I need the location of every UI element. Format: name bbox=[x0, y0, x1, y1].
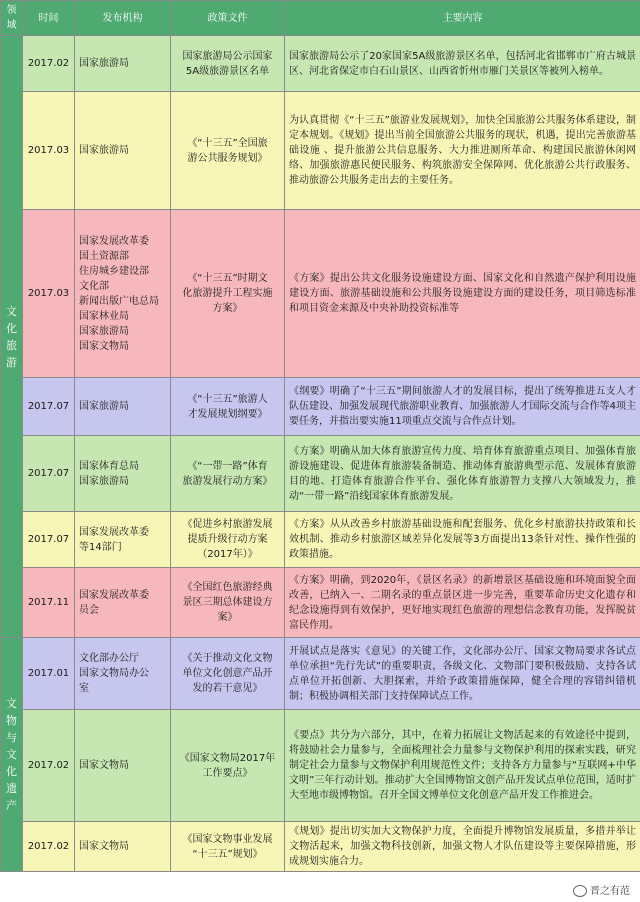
org-cell: 国家体育总局 国家旅游局 bbox=[75, 436, 171, 512]
header-org: 发布机构 bbox=[75, 1, 171, 36]
header-policy: 政策文件 bbox=[171, 1, 285, 36]
policy-cell: 《“十三五”全国旅 游公共服务规划》 bbox=[171, 92, 285, 210]
content-cell: 《要点》共分为六部分，其中，在着力拓展让文物活起来的有效途径中提到，将鼓励社会力量参与，全面梳理社会力量参与文物保护利用的探索实践，研究制定社会力量参与文物保护利用规范性文件；支持各方力量参与“互联网+中华文明”三年行动计划。推动扩大全国博物馆文创产品开发试点单位范围，适时扩大至地市级博物馆。召开全国文博单位文化创意产品开发工作推进会。 bbox=[285, 710, 640, 822]
time-cell: 2017.07 bbox=[23, 436, 75, 512]
time-cell: 2017.07 bbox=[23, 512, 75, 568]
table-row bbox=[1, 512, 640, 568]
org-cell: 国家发展改革委 等14部门 bbox=[75, 512, 171, 568]
domain-label-tourism: 文化旅游 bbox=[6, 304, 17, 369]
time-cell: 2017.01 bbox=[23, 638, 75, 710]
time-cell: 2017.03 bbox=[23, 210, 75, 378]
content-cell: 为认真贯彻《“十三五”旅游业发展规划》，加快全国旅游公共服务体系建设，制定本规划。《规划》提出当前全国旅游公共服务的现状，机遇，提出完善旅游基础设施 、提升旅游公共信息服务、大力推进厕所革命、构建国民旅游休闲网络、加强旅游惠民便民服务、构筑旅游安全保障网、优化旅游公共行政服务、推动旅游公共服务走出去的主要任务。 bbox=[285, 92, 640, 210]
table-row bbox=[1, 822, 640, 872]
content-cell: 《规划》提出切实加大文物保护力度，全面提升博物馆发展质量，多措并举让文物活起来，加强文物科技创新，加强文物人才队伍建设等主要保障措施，形成规划实施合力。 bbox=[285, 822, 640, 872]
wechat-icon bbox=[573, 885, 587, 897]
content-cell: 《方案》明确，到2020年，《景区名录》的新增景区基础设施和环境面貌全面改善，已纳入一、二期名录的重点景区进一步完善，重要革命历史文化遗存和纪念设施得到有效保护，更好地实现红色旅游的理想信念教育功能，发挥脱贫富民作用。 bbox=[285, 568, 640, 638]
table-row bbox=[1, 36, 640, 92]
watermark-text: 晋之有范 bbox=[590, 886, 630, 897]
table-row bbox=[1, 92, 640, 210]
content-cell: 《纲要》明确了“十三五”期间旅游人才的发展目标，提出了统筹推进五支人才队伍建设、加强发展现代旅游职业教育、加强旅游人才国际交流与合作等4项主要任务，并指出要实施11项重点交流与合作点计划。 bbox=[285, 378, 640, 436]
policy-cell: 《“一带一路”体育 旅游发展行动方案》 bbox=[171, 436, 285, 512]
time-cell: 2017.07 bbox=[23, 378, 75, 436]
content-cell: 《方案》明确从加大体育旅游宣传力度、培育体育旅游重点项目、加强体育旅游设施建设、促进体育旅游装备制造、推动体育旅游典型示范、发展体育旅游目的地、打造体育旅游合作平台、强化体育旅游智力支撑八大领域发力，推动“一带一路”沿线国家体育旅游发展。 bbox=[285, 436, 640, 512]
content-cell: 《方案》从从改善乡村旅游基础设施和配套服务、优化乡村旅游扶持政策和长效机制、推动乡村旅游区域差异化发展等3方面提出13条针对性、操作性强的政策措施。 bbox=[285, 512, 640, 568]
header-domain: 领域 bbox=[1, 1, 23, 36]
org-cell: 国家文物局 bbox=[75, 822, 171, 872]
org-cell: 文化部办公厅 国家文物局办公 室 bbox=[75, 638, 171, 710]
content-cell: 《方案》提出公共文化服务设施建设方面、国家文化和自然遗产保护利用设施建设方面、旅游基础设施和公共服务设施建设方面的建设任务，项目筛选标准和项目资金来源及中央补助投资标准等 bbox=[285, 210, 640, 378]
policy-cell: 《促进乡村旅游发展 提质升级行动方案 （2017年）》 bbox=[171, 512, 285, 568]
table-row bbox=[1, 568, 640, 638]
policy-cell: 《关于推动文化文物 单位文化创意产品开 发的若干意见》 bbox=[171, 638, 285, 710]
policy-cell: 《国家文物局2017年 工作要点》 bbox=[171, 710, 285, 822]
time-cell: 2017.02 bbox=[23, 710, 75, 822]
content-cell: 开展试点是落实《意见》的关键工作，文化部办公厅、国家文物局要求各试点单位承担“先行先试”的重要职责，各级文化、文物部门要积极鼓励、支持各试点单位开拓创新、大胆探索，并给予政策措施保障，健全合理的容错纠错机制；积极协调相关部门支持保障试点工作。 bbox=[285, 638, 640, 710]
domain-cell-heritage bbox=[1, 638, 23, 872]
org-cell: 国家文物局 bbox=[75, 710, 171, 822]
table-row bbox=[1, 638, 640, 710]
time-cell: 2017.02 bbox=[23, 36, 75, 92]
table-row bbox=[1, 436, 640, 512]
policy-cell: 《国家文物事业发展 “十三五”规划》 bbox=[171, 822, 285, 872]
org-cell: 国家旅游局 bbox=[75, 92, 171, 210]
time-cell: 2017.11 bbox=[23, 568, 75, 638]
table-row bbox=[1, 378, 640, 436]
header-time: 时间 bbox=[23, 1, 75, 36]
table-row bbox=[1, 210, 640, 378]
domain-label-heritage: 文物与文化遗产 bbox=[6, 697, 17, 812]
content-cell: 国家旅游局公示了20家国家5A级旅游景区名单，包括河北省邯郸市广府古城景区、河北省保定市白石山景区、山西省忻州市雁门关景区等被列入榜单。 bbox=[285, 36, 640, 92]
time-cell: 2017.02 bbox=[23, 822, 75, 872]
policy-cell: 《“十三五”时期文 化旅游提升工程实施 方案》 bbox=[171, 210, 285, 378]
org-cell: 国家发展改革委 员会 bbox=[75, 568, 171, 638]
org-cell: 国家发展改革委 国土资源部 住房城乡建设部 文化部 新闻出版广电总局 国家林业局 国家旅游局 国家文物局 bbox=[75, 210, 171, 378]
time-cell: 2017.03 bbox=[23, 92, 75, 210]
policy-cell: 《“十三五”旅游人 才发展规划纲要》 bbox=[171, 378, 285, 436]
header-row bbox=[1, 1, 640, 36]
policy-cell: 国家旅游局公示国家 5A级旅游景区名单 bbox=[171, 36, 285, 92]
table-row bbox=[1, 710, 640, 822]
org-cell: 国家旅游局 bbox=[75, 378, 171, 436]
header-content: 主要内容 bbox=[285, 1, 640, 36]
watermark bbox=[569, 881, 634, 898]
domain-cell-tourism bbox=[1, 36, 23, 638]
policy-cell: 《全国红色旅游经典 景区三期总体建设方 案》 bbox=[171, 568, 285, 638]
org-cell: 国家旅游局 bbox=[75, 36, 171, 92]
